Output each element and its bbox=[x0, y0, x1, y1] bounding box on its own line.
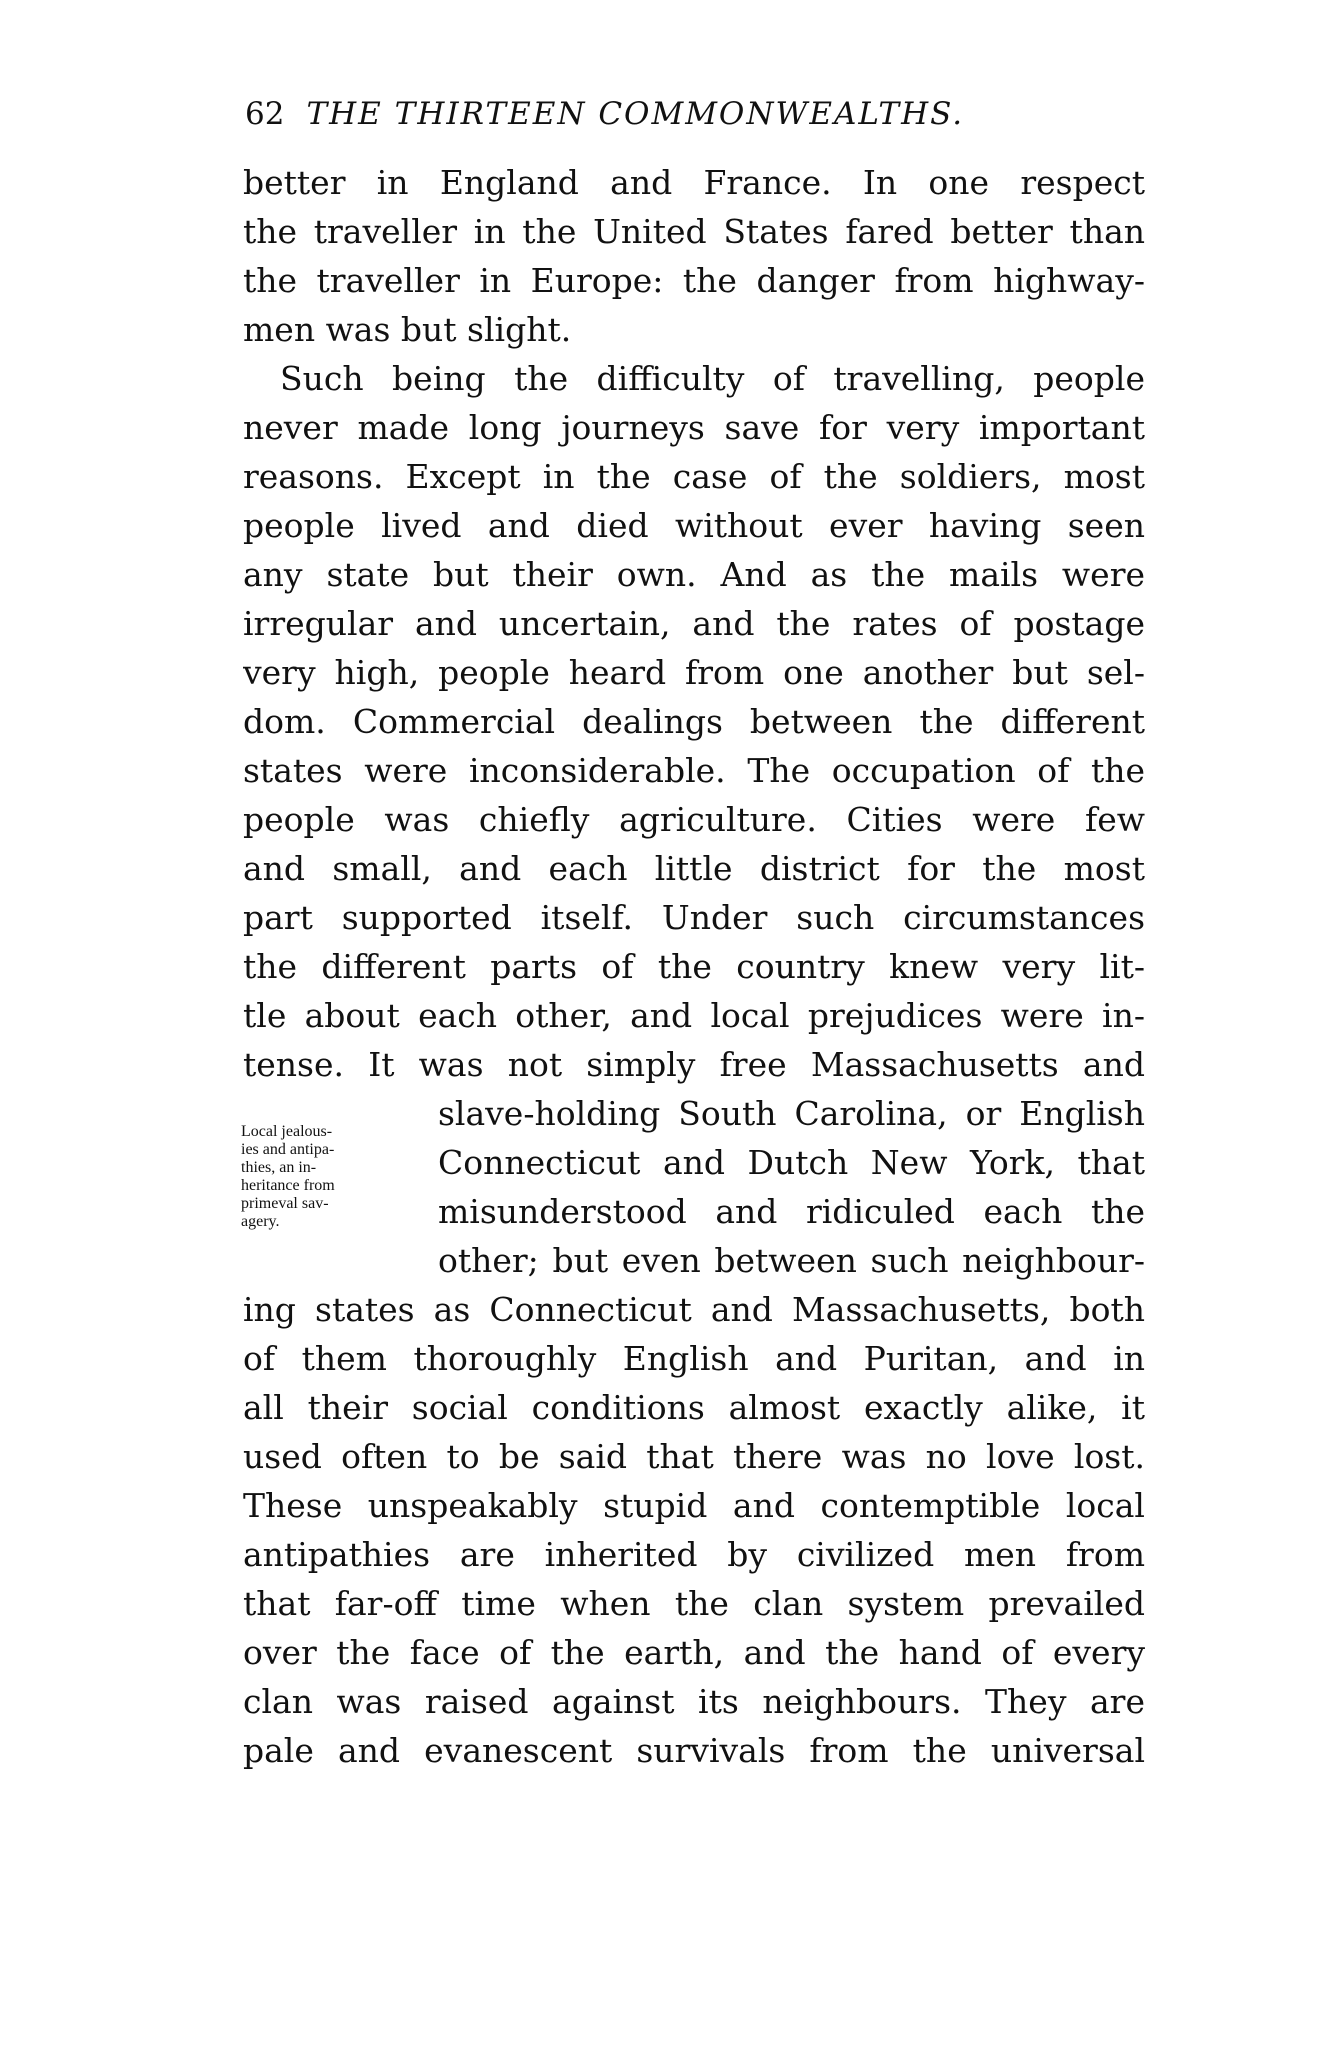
margin-note-line: agery. bbox=[241, 1213, 280, 1230]
text-line: part supported itself. Under such circumstances bbox=[243, 898, 1145, 937]
text-line: clan was raised against its neighbours. They are bbox=[243, 1682, 1145, 1721]
margin-note-line: heritance from bbox=[241, 1177, 335, 1194]
margin-note-line: ies and antipa- bbox=[241, 1141, 335, 1158]
text-line: used often to be said that there was no love lost. bbox=[243, 1437, 1145, 1476]
text-line: the traveller in the United States fared better than bbox=[243, 212, 1145, 251]
text-line: all their social conditions almost exactly alike, it bbox=[243, 1388, 1145, 1427]
text-line: Connecticut and Dutch New York, that bbox=[438, 1143, 1145, 1182]
text-line: men was but slight. bbox=[243, 310, 572, 349]
text-line: states were inconsiderable. The occupation of the bbox=[243, 751, 1145, 790]
text-line: people lived and died without ever having seen bbox=[243, 506, 1145, 545]
page-number: 62 bbox=[245, 96, 285, 132]
margin-note-line: thies, an in- bbox=[241, 1159, 317, 1176]
text-line: and small, and each little district for the most bbox=[243, 849, 1145, 888]
text-line: people was chiefly agriculture. Cities were few bbox=[243, 800, 1145, 839]
text-line: dom. Commercial dealings between the different bbox=[243, 702, 1145, 741]
running-head bbox=[245, 92, 1145, 136]
text-line: tle about each other, and local prejudices were in- bbox=[243, 996, 1145, 1035]
text-line: slave-holding South Carolina, or English bbox=[438, 1094, 1145, 1133]
text-line: very high, people heard from one another but sel- bbox=[243, 653, 1145, 692]
text-line: the different parts of the country knew very lit- bbox=[243, 947, 1145, 986]
text-line: the traveller in Europe: the danger from highway- bbox=[243, 261, 1145, 300]
text-line: never made long journeys save for very important bbox=[243, 408, 1145, 447]
text-line: over the face of the earth, and the hand of every bbox=[243, 1633, 1145, 1672]
text-line: pale and evanescent survivals from the universal bbox=[243, 1731, 1145, 1770]
text-line: misunderstood and ridiculed each the bbox=[438, 1192, 1145, 1231]
text-line: Such being the difficulty of travelling, people bbox=[280, 359, 1145, 398]
text-line: These unspeakably stupid and contemptible local bbox=[243, 1486, 1145, 1525]
text-line: that far-off time when the clan system prevailed bbox=[243, 1584, 1145, 1623]
margin-note bbox=[241, 1123, 411, 1231]
text-line: of them thoroughly English and Puritan, and in bbox=[243, 1339, 1145, 1378]
text-line: other; but even between such neighbour- bbox=[438, 1241, 1145, 1280]
margin-note-line: Local jealous- bbox=[241, 1123, 333, 1140]
text-line: better in England and France. In one respect bbox=[243, 163, 1145, 202]
running-title: THE THIRTEEN COMMONWEALTHS. bbox=[306, 96, 965, 132]
text-line: any state but their own. And as the mails were bbox=[243, 555, 1145, 594]
text-line: antipathies are inherited by civilized men from bbox=[243, 1535, 1145, 1574]
text-line: tense. It was not simply free Massachusetts and bbox=[243, 1045, 1145, 1084]
text-line: ing states as Connecticut and Massachusetts, both bbox=[243, 1290, 1145, 1329]
margin-note-line: primeval sav- bbox=[241, 1195, 329, 1212]
text-line: irregular and uncertain, and the rates of postage bbox=[243, 604, 1145, 643]
text-line: reasons. Except in the case of the soldiers, most bbox=[243, 457, 1145, 496]
